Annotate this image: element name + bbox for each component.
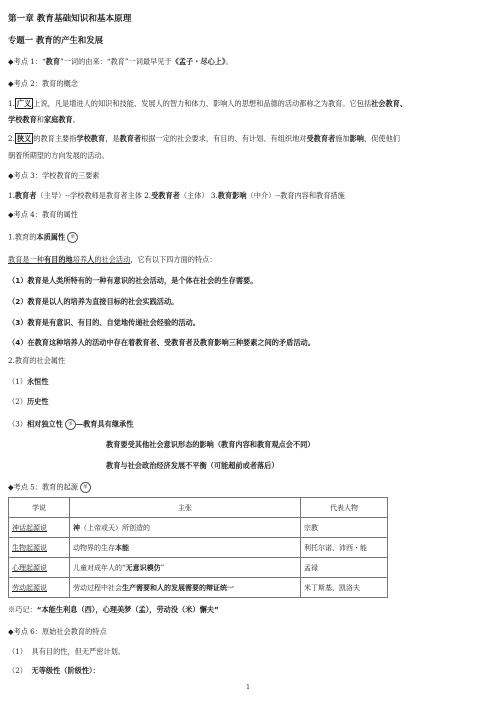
origin-table xyxy=(8,497,388,598)
broad-tag: 广义 xyxy=(16,99,32,108)
theory-cell: 心理起源说 xyxy=(9,558,70,578)
book-title: 《孟子・尽心上》 xyxy=(171,57,226,66)
social-attr-heading: 2.教育的社会属性 xyxy=(8,356,66,365)
topic-title: 专题一 教育的产生和发展 xyxy=(8,35,104,45)
feature-item: （1）教育是人类所特有的一种有意识的社会活动，是个体在社会的生存需要。 xyxy=(8,276,258,285)
kp6-item: （2） 无等级性（阶级性）： xyxy=(8,666,100,675)
narrow-definition-cont: 朝着所期望的方向发展的活动。 xyxy=(8,151,109,160)
kp6-item: （1） 具有目的性，但无严密计划。 xyxy=(8,647,125,656)
broad-definition: 1. 广义 上说，凡是增进人的知识和技能、发展人的智力和体力、影响人的思想和品德的活动都称之为教育。它包括社会教育、 xyxy=(8,99,408,108)
column-header: 主张 xyxy=(70,498,301,518)
kp5-title: ◆考点 5：教育的起源 单 xyxy=(8,482,488,493)
kp4-title: ◆考点 4：教育的属性 xyxy=(8,210,78,219)
essence-definition: 教育是一种有目的地培养人的社会活动，它有以下四方面的特点： xyxy=(8,255,217,264)
kp3-title: ◆考点 3：学校教育的三要素 xyxy=(8,171,100,180)
independence-point: 教育要受其他社会意识形态的影响（教育内容和教育观点会不同） xyxy=(106,440,315,449)
three-elements: 1.教育者（主导）--学校教师是教育者主体 2.受教育者（主体） 3.教育影响（中介）--教育内容和教育措施 xyxy=(8,191,345,200)
theory-cell: 神话起源说 xyxy=(9,518,70,538)
table-row xyxy=(9,518,388,538)
single-choice-mark: 单 xyxy=(67,232,78,243)
attr-item: （3）相对独立性 多 —教育具有继承性 xyxy=(8,419,134,429)
attr-item: （2）历史性 xyxy=(8,397,49,406)
claim-cell: 儿童对成年人的“无意识模仿” xyxy=(70,558,301,578)
theory-cell: 生物起源说 xyxy=(9,538,70,558)
kp2-title: ◆考点 2：教育的概念 xyxy=(8,79,78,88)
claim-cell: 动物界的生存本能 xyxy=(70,538,301,558)
table-header-row xyxy=(9,498,388,518)
kp1-line: ◆考点 1：“教育”一词的由来：“教育”一词最早见于《孟子・尽心上》。 xyxy=(8,57,233,66)
essence-heading: 1.教育的本质属性 单 xyxy=(8,232,488,243)
column-header: 代表人物 xyxy=(301,498,388,518)
theory-cell: 劳动起源说 xyxy=(9,578,70,598)
people-cell: 利托尔诺、沛西・能 xyxy=(301,538,388,558)
multi-choice-mark: 多 xyxy=(65,419,76,430)
independence-point: 教育与社会政治经济发展不平衡（可能超前或者落后） xyxy=(106,461,279,470)
claim-cell: 神（上帝或天）所创造的 xyxy=(70,518,301,538)
table-row xyxy=(9,578,388,598)
mnemonic: ※巧记：“本能生利息（西），心理美梦（孟），劳动没（米）懈夫” xyxy=(8,605,219,614)
people-cell: 孟禄 xyxy=(301,558,388,578)
broad-definition-cont: 学校教育和家庭教育。 xyxy=(8,115,80,124)
kp6-title: ◆考点 6：原始社会教育的特点 xyxy=(8,627,107,636)
chapter-title: 第一章 教育基础知识和基本原理 xyxy=(8,14,132,24)
claim-cell: 劳动过程中社会生产需要和人的发展需要的辩证统一 xyxy=(70,578,301,598)
table-row xyxy=(9,538,388,558)
single-choice-mark: 单 xyxy=(80,482,91,493)
table-row xyxy=(9,558,388,578)
feature-item: （3）教育是有意识、有目的、自觉地传递社会经验的活动。 xyxy=(8,318,200,327)
narrow-tag: 狭义 xyxy=(16,134,32,143)
column-header: 学说 xyxy=(9,498,70,518)
feature-item: （2）教育是以人的培养为直接目标的社会实践活动。 xyxy=(8,297,179,306)
feature-item: （4）在教育这种培养人的活动中存在着教育者、受教育者及教育影响三种要素之间的矛盾活动。 xyxy=(8,338,315,347)
narrow-definition: 2. 狭义 的教育主要指学校教育，是教育者根据一定的社会要求，有目的、有计划、有组织地对受教育者施加影响，促使他们 xyxy=(8,134,400,143)
attr-item: （1）永恒性 xyxy=(8,377,49,386)
people-cell: 米丁斯基、凯洛夫 xyxy=(301,578,388,598)
people-cell: 宗教 xyxy=(301,518,388,538)
page-number: 1 xyxy=(246,684,250,691)
